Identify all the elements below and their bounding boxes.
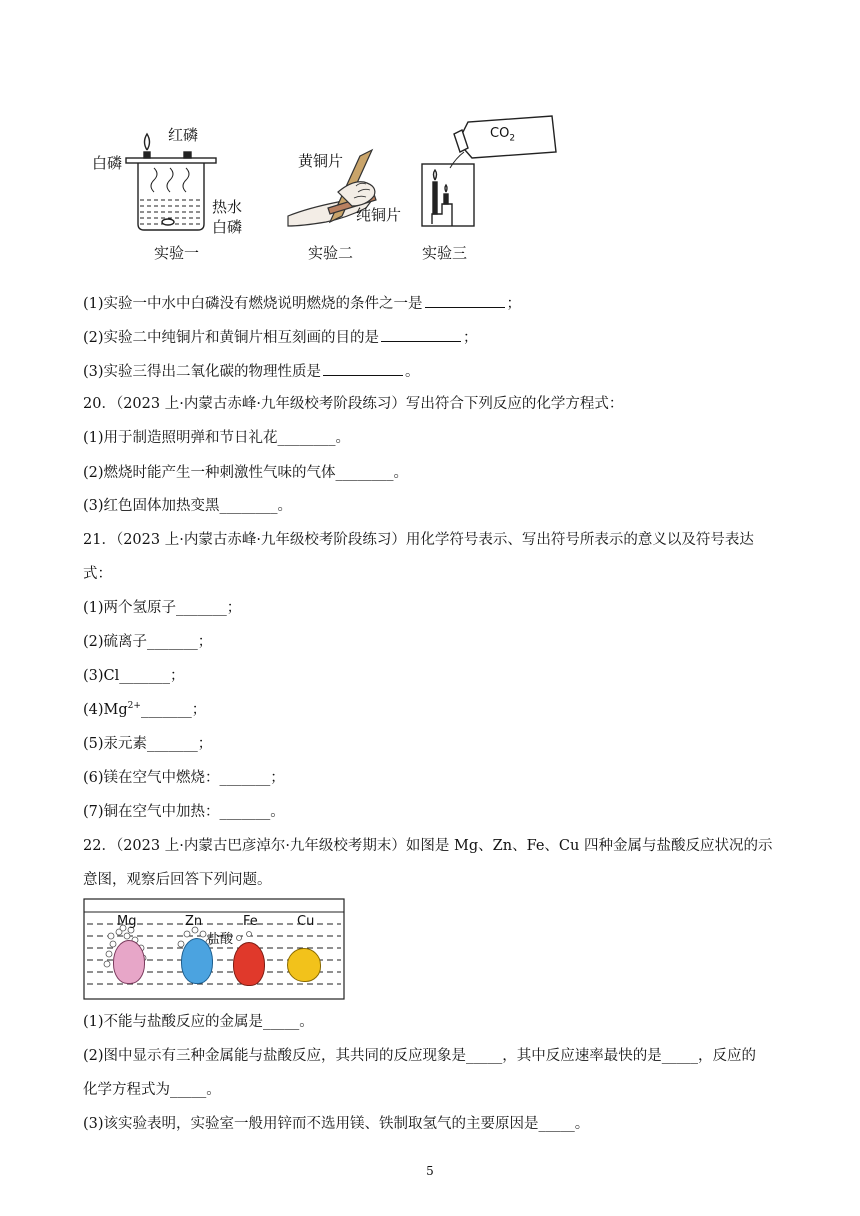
q20-part-1: (1)用于制造照明弹和节日礼花________。 [83, 430, 351, 446]
q22-stem-line-2: 意图，观察后回答下列问题。 [83, 872, 272, 888]
q20-stem: 20．（2023 上·内蒙古赤峰·九年级校考阶段练习）写出符合下列反应的化学方程式： [83, 396, 624, 412]
page-number: 5 [426, 1164, 434, 1178]
metal-label-fe: Fe [243, 914, 258, 929]
q21-part-6: (6)镁在空气中燃烧：_______； [83, 770, 285, 786]
q19-part-3 [83, 361, 420, 382]
q19-part-3-punct: 。 [405, 364, 420, 380]
q22-part-2-line-2: 化学方程式为_____。 [83, 1082, 221, 1098]
answer-blank [323, 361, 403, 376]
q22-part-3: (3)该实验表明，实验室一般用锌而不选用镁、铁制取氢气的主要原因是_____。 [83, 1116, 590, 1132]
experiment-three-caption: 实验三 [422, 244, 468, 262]
acid-label: 盐酸 [207, 932, 234, 947]
q21-part-1: (1)两个氢原子_______； [83, 600, 242, 616]
q21-stem-line-1: 21．（2023 上·内蒙古赤峰·九年级校考阶段练习）用化学符号表示、写出符号所表示的意义以及符号表达 [83, 532, 754, 548]
metal-label-zn: Zn [185, 914, 203, 929]
white-phosphorus-label-bottom: 白磷 [212, 218, 243, 236]
white-phosphorus-label-left: 白磷 [92, 154, 123, 172]
co2-text: CO [490, 126, 510, 141]
q19-part-3-text: (3)实验三得出二氧化碳的物理性质是 [83, 364, 322, 380]
q21-part-4-blank: _______； [140, 702, 207, 718]
fe-character [233, 942, 265, 986]
q21-part-5: (5)汞元素_______； [83, 736, 213, 752]
q21-stem-line-2: 式： [83, 566, 112, 582]
q20-part-3: (3)红色固体加热变黑________。 [83, 498, 293, 514]
q19-part-1 [83, 293, 521, 314]
experiment-figure [88, 112, 558, 272]
cu-character [287, 948, 321, 982]
q22-part-2-line-1: (2)图中显示有三种金属能与盐酸反应，其共同的反应现象是_____，其中反应速率最快的是_____，反应的 [83, 1048, 757, 1064]
q21-part-7: (7)铜在空气中加热：_______。 [83, 804, 285, 820]
answer-blank [381, 327, 461, 342]
experiment-one-apparatus [126, 134, 216, 230]
q21-part-4-text: (4)Mg [83, 702, 128, 718]
metal-label-cu: Cu [297, 914, 315, 929]
q22-part-1: (1)不能与盐酸反应的金属是_____。 [83, 1014, 314, 1030]
mg-character [113, 940, 145, 984]
q21-part-4 [83, 700, 206, 720]
q20-part-2: (2)燃烧时能产生一种刺激性气味的气体________。 [83, 465, 409, 481]
q21-part-3: (3)Cl_______； [83, 668, 185, 684]
pure-copper-label: 纯铜片 [356, 206, 402, 224]
experiment-three-apparatus [422, 116, 556, 226]
q19-part-2-text: (2)实验二中纯铜片和黄铜片相互刻画的目的是 [83, 330, 380, 346]
metal-acid-figure [83, 898, 345, 1000]
answer-blank [425, 293, 505, 308]
hot-water-label: 热水 [212, 198, 243, 216]
q19-part-2 [83, 327, 478, 348]
q19-part-2-punct: ； [463, 330, 478, 346]
red-phosphorus-label: 红磷 [168, 126, 199, 144]
metal-label-mg: Mg [117, 914, 137, 929]
co2-subscript: 2 [509, 133, 516, 144]
co2-bottle-label [490, 126, 515, 144]
q22-stem-line-1: 22．（2023 上·内蒙古巴彦淖尔·九年级校考期末）如图是 Mg、Zn、Fe、Cu 四种金属与盐酸反应状况的示 [83, 838, 773, 854]
experiment-two-caption: 实验二 [308, 244, 354, 262]
brass-plate-label: 黄铜片 [298, 152, 344, 170]
experiment-one-caption: 实验一 [154, 244, 200, 262]
q19-part-1-text: (1)实验一中水中白磷没有燃烧说明燃烧的条件之一是 [83, 296, 423, 312]
charge-superscript: 2+ [127, 701, 141, 712]
q21-part-2: (2)硫离子_______； [83, 634, 213, 650]
q19-part-1-punct: ； [506, 296, 522, 312]
